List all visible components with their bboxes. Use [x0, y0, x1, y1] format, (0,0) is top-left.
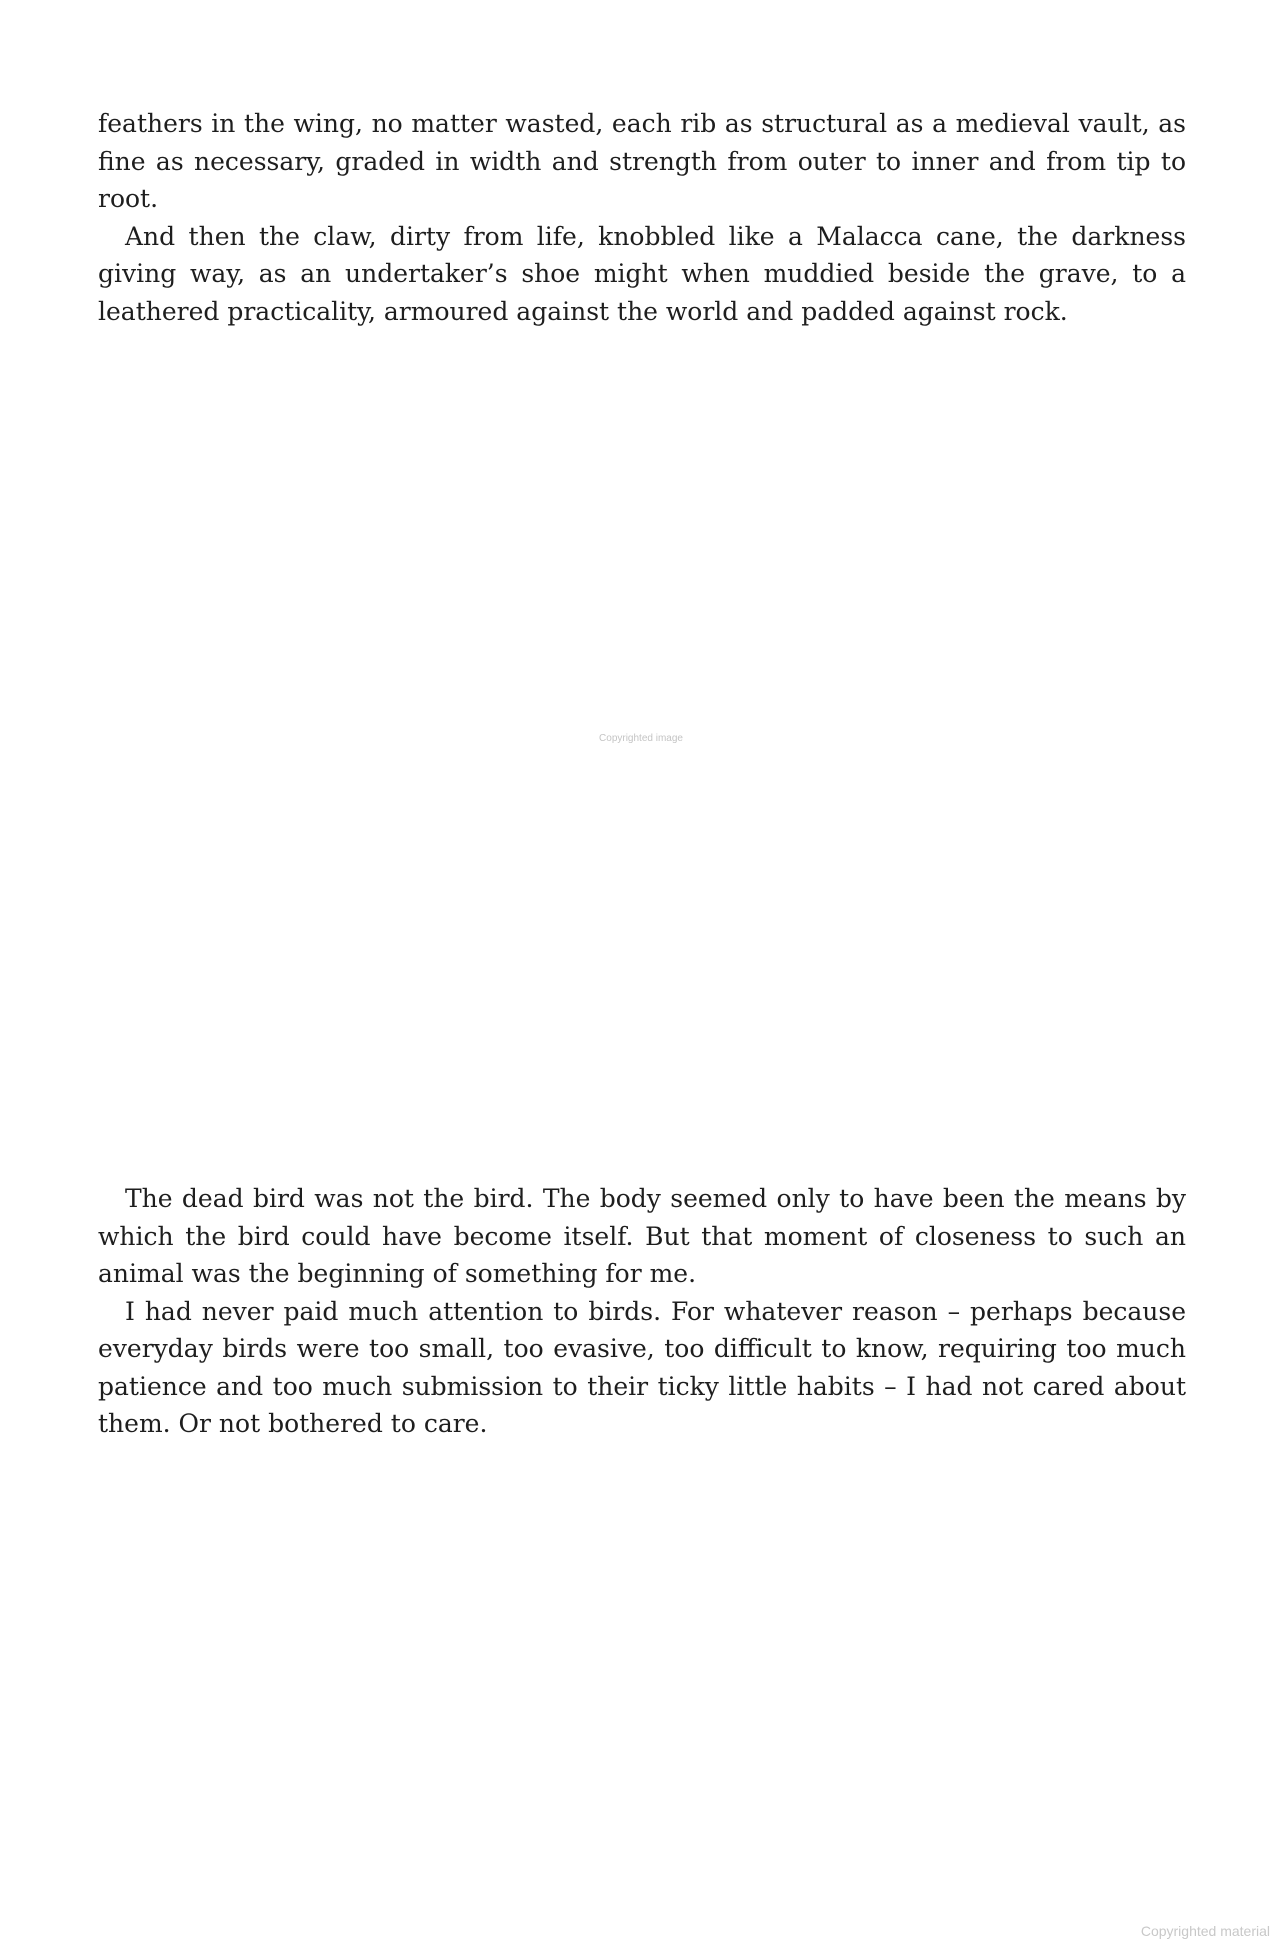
paragraph-continued: feathers in the wing, no matter wasted, each rib as structural as a medieval vault, as fine as necessary, graded in width and strength from outer to inner and from tip to root. [98, 109, 1186, 213]
image-placeholder-label: Copyrighted image [599, 733, 683, 744]
paragraph-attention-to-birds: I had never paid much attention to birds. For whatever reason – perhaps because everyday birds were too small, too evasive, too difficult to know, requiring too much patience and too much submission to their ticky little habits – I had not cared about them. Or not bothered to care. [98, 1296, 1186, 1438]
paragraph-dead-bird: The dead bird was not the bird. The body seemed only to have been the means by which the bird could have become itself. But that moment of closeness to such an animal was the beginning of something for me. [98, 1184, 1186, 1288]
top-text-block [98, 105, 1186, 330]
copyright-watermark: Copyrighted material [1140, 1923, 1270, 1939]
bottom-text-block [98, 1180, 1186, 1443]
paragraph-claw: And then the claw, dirty from life, knobbled like a Malacca cane, the darkness giving way, as an undertaker’s shoe might when muddied beside the grave, to a leathered practicality, armoured against the world and padded against rock. [98, 221, 1186, 326]
